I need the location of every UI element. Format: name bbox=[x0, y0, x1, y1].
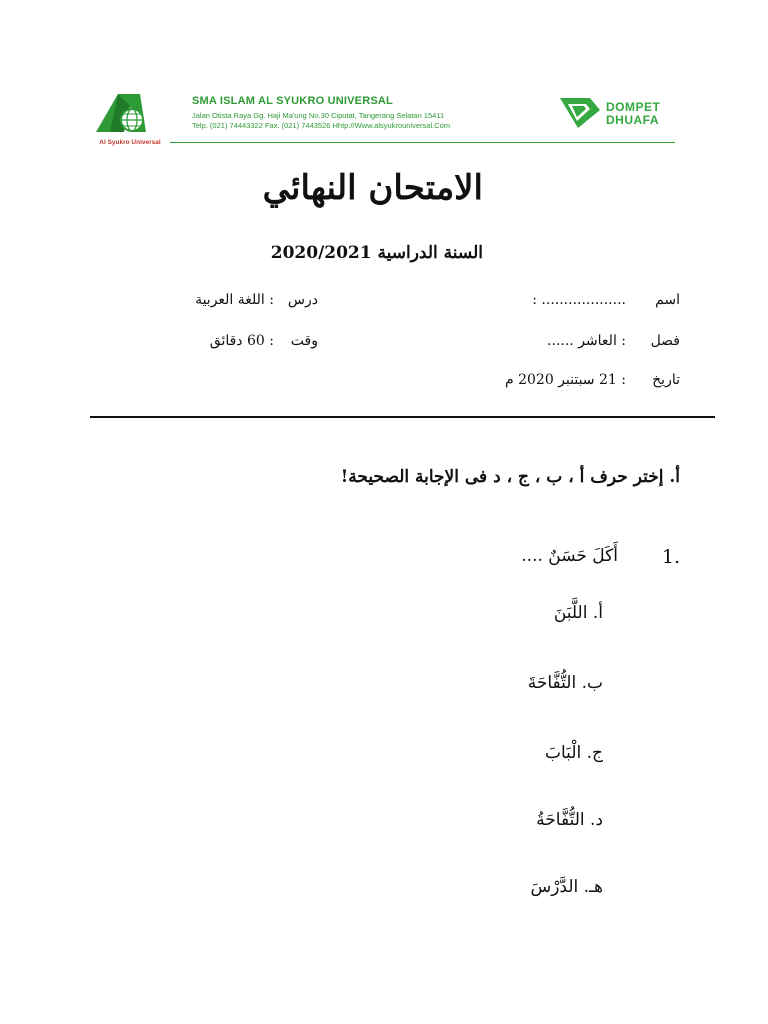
option-e: هـ. الدَّرْسَ bbox=[530, 877, 603, 897]
name-label: اسم bbox=[655, 292, 680, 308]
section-divider bbox=[90, 416, 715, 418]
option-d: د. التُّفَّاحَةُ bbox=[536, 810, 603, 830]
time-value: : 60 دقائق bbox=[209, 333, 274, 349]
question-number: 1. bbox=[661, 546, 680, 568]
option-b: ب. التُّفَّاحَةَ bbox=[527, 673, 603, 693]
option-a: أ. اللَّبَنَ bbox=[553, 603, 603, 623]
dhuafa-text: DHUAFA bbox=[606, 113, 659, 127]
exam-title: الامتحان النهائي bbox=[262, 168, 483, 208]
school-address bbox=[192, 111, 450, 131]
name-value: : ................... bbox=[532, 292, 626, 308]
class-value: : العاشر ...... bbox=[547, 333, 626, 349]
address-line-1: Jalan Otista Raya Gg. Haji Ma'ung No.30 Ciputat, Tangerang Selatan 15411 bbox=[192, 111, 445, 120]
school-name: SMA ISLAM AL SYUKRO UNIVERSAL bbox=[192, 95, 393, 107]
lesson-value: : اللغة العربية bbox=[195, 292, 274, 308]
class-label: فصل bbox=[650, 333, 680, 349]
option-c: ج. الْبَابَ bbox=[545, 743, 603, 763]
logo-caption: Al Syukro Universal bbox=[99, 139, 161, 146]
date-label: تاريخ bbox=[652, 372, 680, 388]
school-logo-icon bbox=[88, 92, 172, 150]
time-label: وقت bbox=[290, 333, 318, 349]
header-divider bbox=[170, 142, 675, 143]
section-instruction: أ. إختر حرف أ ، ب ، ج ، د فى الإجابة الصحيحة! bbox=[340, 467, 680, 487]
address-line-2: Telp. (021) 74443322 Fax. (021) 7443526 Hhtp://Www.alsyukrouniversal.Com bbox=[192, 121, 451, 130]
date-value: : 21 سبتنبر 2020 م bbox=[504, 372, 626, 388]
question-text: أَكَلَ حَسَنٌ .... bbox=[521, 546, 618, 566]
dompet-text: DOMPET bbox=[606, 100, 661, 114]
academic-year: السنة الدراسية 2020/2021 bbox=[270, 243, 483, 263]
lesson-label: درس bbox=[287, 292, 318, 308]
